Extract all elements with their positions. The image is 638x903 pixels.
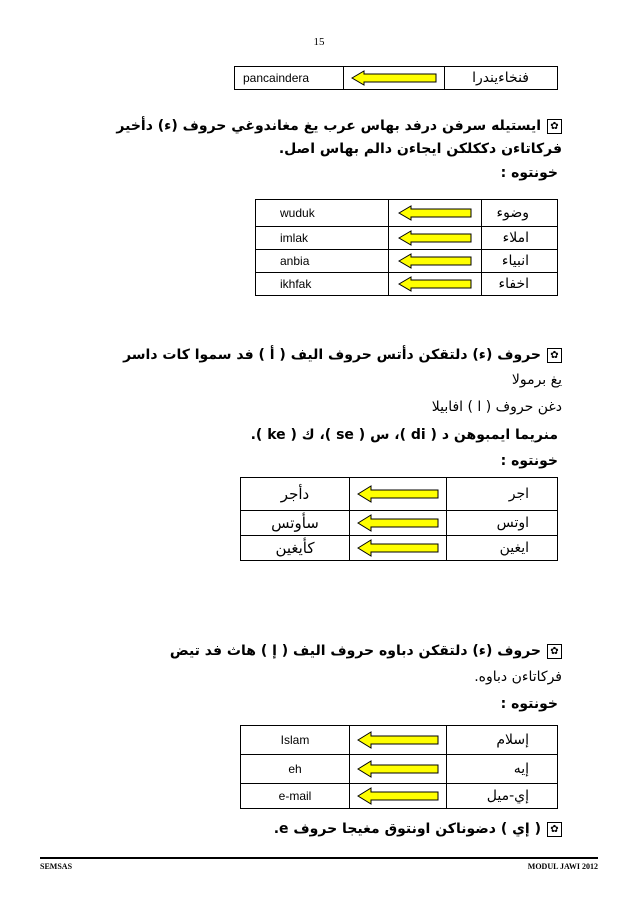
left-arrow-icon: [357, 539, 439, 557]
left-arrow-icon: [398, 276, 472, 292]
arabic-cell: فنخاءيندرا: [445, 67, 558, 90]
left-arrow-icon: [357, 731, 439, 749]
section2-line1: ✿حروف (ء) دلتقكن دأتس حروف اليف ( أ ) فد سموا كات داسر: [42, 344, 562, 366]
table-row: Islam إسلام: [241, 726, 558, 755]
flower-bullet-icon: ✿: [547, 822, 562, 837]
table-row: ikhfak اخفاء: [256, 273, 558, 296]
section4-line1: ✿( إي ) دضوناكن اونتوق مغيجا حروف e.: [162, 818, 562, 840]
section2-line4: منريما ايمبوهن د ( di )، س ( se )، ك ( ke ).: [250, 427, 558, 443]
section1-line2: فركاتاءن دككلكن ايجاءن دالم بهاس اصل.: [278, 141, 562, 157]
section3-line2: فركاتاءن دباوه.: [474, 669, 562, 685]
left-arrow-icon: [357, 760, 439, 778]
latin-cell: pancaindera: [235, 67, 344, 90]
flower-bullet-icon: ✿: [547, 348, 562, 363]
section2-line2: يغ برمولا: [511, 372, 562, 388]
section2-example-label: خونتوه :: [500, 453, 558, 469]
table-row: دأجر اجر: [241, 478, 558, 511]
left-arrow-icon: [357, 514, 439, 532]
table-row: eh إيه: [241, 755, 558, 784]
table-row: imlak املاء: [256, 227, 558, 250]
left-arrow-icon: [398, 205, 472, 221]
flower-bullet-icon: ✿: [547, 644, 562, 659]
footer-right: MODUL JAWI 2012: [527, 862, 598, 871]
footer-left: SEMSAS: [40, 862, 73, 871]
section1-example-label: خونتوه :: [500, 165, 558, 181]
table-row: wuduk وضوء: [256, 200, 558, 227]
section1-table: [255, 199, 558, 296]
section1-line1: ✿ايستيله سرفن درفد بهاس عرب يغ مغاندوغي حروف (ء) دأخير: [42, 115, 562, 137]
footer-rule: [40, 857, 598, 859]
section2-line3: دغن حروف ( ا ) افابيلا: [431, 399, 562, 415]
table-row: كأيغين ايغين: [241, 536, 558, 561]
table-row: سأوتس اوتس: [241, 511, 558, 536]
page-number: 15: [313, 36, 325, 48]
section2-table: [240, 477, 558, 561]
section3-example-label: خونتوه :: [500, 696, 558, 712]
left-arrow-icon: [398, 253, 472, 269]
arrow-cell: [344, 67, 445, 90]
left-arrow-icon: [398, 230, 472, 246]
table-row: anbia انبياء: [256, 250, 558, 273]
left-arrow-icon: [351, 70, 437, 86]
section3-table: [240, 725, 558, 809]
left-arrow-icon: [357, 787, 439, 805]
top-table: [234, 66, 558, 90]
section3-line1: ✿حروف (ء) دلتقكن دباوه حروف اليف ( إ ) هاث فد تيض: [42, 640, 562, 662]
left-arrow-icon: [357, 485, 439, 503]
flower-bullet-icon: ✿: [547, 119, 562, 134]
table-row: e-mail إي-ميل: [241, 784, 558, 809]
